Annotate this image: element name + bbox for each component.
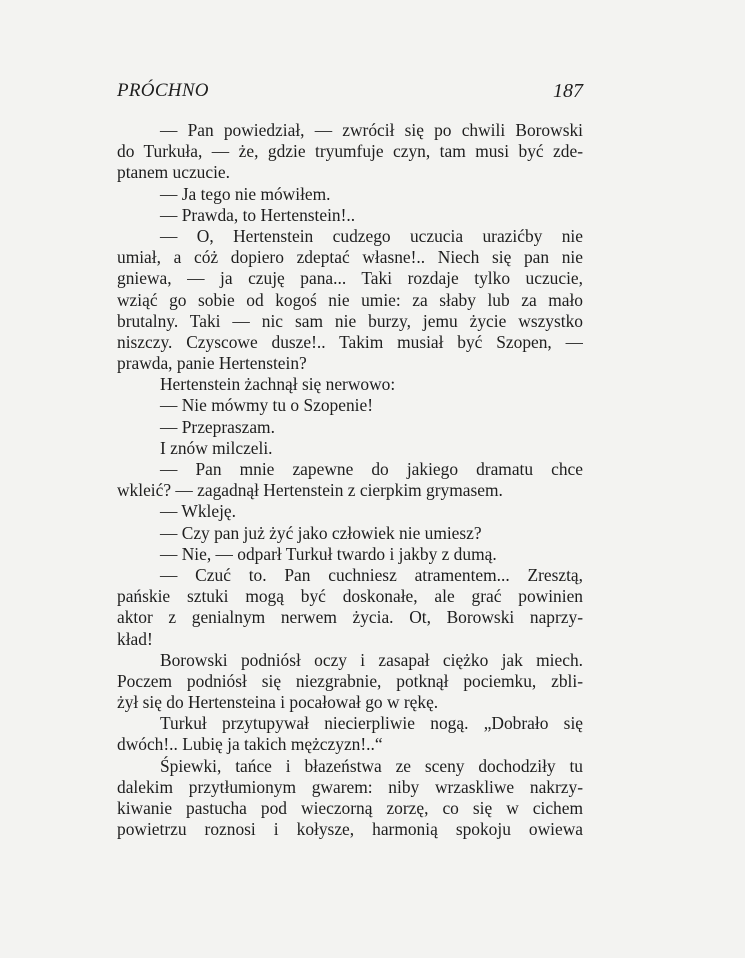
- text-line: — Nie mówmy tu o Szopenie!: [160, 395, 374, 416]
- text-line: do Turkuła, — że, gdzie tryumfuje czyn, tam musi być zde-: [117, 141, 583, 162]
- text-line: kiwanie pastucha pod wieczorną zorzę, co się w cichem: [117, 798, 583, 818]
- text-line: kład!: [117, 628, 153, 649]
- text-line: dwóch!.. Lubię ja takich mężczyzn!..“: [117, 734, 383, 755]
- text-line: powietrzu roznosi i kołysze, harmonią spokoju owiewa: [117, 819, 583, 840]
- text-line: brutalny. Taki — nic sam nie burzy, jemu życie wszystko: [117, 310, 583, 331]
- text-line: — Ja tego nie mówiłem.: [160, 183, 331, 204]
- text-line: Borowski podniósł oczy i zasapał ciężko jak miech.: [160, 649, 583, 670]
- text-line: dalekim przytłumionym gwarem: niby wrzaskliwe nakrzy-: [117, 776, 583, 797]
- text-line: — Pan mnie zapewne do jakiego dramatu chce: [160, 459, 583, 479]
- text-line: — O, Hertenstein cudzego uczucia urazićby nie: [160, 225, 583, 246]
- text-line: gniewa, — ja czuję pana... Taki rozdaje tylko uczucie,: [117, 268, 583, 289]
- running-title: PRÓCHNO: [117, 80, 209, 101]
- text-line: aktor z genialnym nerwem życia. Ot, Borowski naprzy-: [117, 607, 583, 628]
- text-line: pańskie sztuki mogą być doskonałe, ale grać powinien: [117, 586, 583, 607]
- page-header: [117, 80, 583, 106]
- text-line: Śpiewki, tańce i błazeństwa ze sceny dochodziły tu: [160, 755, 583, 776]
- text-line: wziąć go sobie od kogoś nie umie: za słaby lub za mało: [117, 289, 583, 310]
- text-line: — Wkleję.: [160, 501, 236, 522]
- body-text: [117, 120, 583, 840]
- text-line: — Czy pan już żyć jako człowiek nie umiesz?: [160, 522, 482, 543]
- text-line: Hertenstein żachnął się nerwowo:: [160, 374, 396, 395]
- text-line: I znów milczeli.: [160, 437, 273, 458]
- text-line: ptanem uczucie.: [117, 162, 230, 183]
- text-line: żył się do Hertensteina i pocałował go w rękę.: [117, 692, 439, 713]
- text-line: Turkuł przytupywał niecierpliwie nogą. „Dobrało się: [160, 713, 583, 734]
- text-line: niszczy. Czyscowe dusze!.. Takim musiał być Szopen, —: [117, 331, 583, 352]
- text-line: — Czuć to. Pan cuchniesz atramentem... Zresztą,: [160, 564, 583, 585]
- text-line: — Przepraszam.: [160, 416, 275, 437]
- text-line: — Pan powiedział, — zwrócił się po chwili Borowski: [160, 120, 583, 140]
- text-line: umiał, a cóż dopiero zdeptać własne!.. Niech się pan nie: [117, 247, 583, 268]
- text-line: Poczem podniósł się niezgrabnie, potknął pociemku, zbli-: [117, 670, 583, 691]
- text-line: prawda, panie Hertenstein?: [117, 353, 307, 374]
- page-number: 187: [553, 80, 583, 102]
- text-line: — Nie, — odparł Turkuł twardo i jakby z dumą.: [160, 543, 497, 564]
- text-line: wkleić? — zagadnął Hertenstein z cierpkim grymasem.: [117, 480, 503, 501]
- text-line: — Prawda, to Hertenstein!..: [160, 204, 356, 225]
